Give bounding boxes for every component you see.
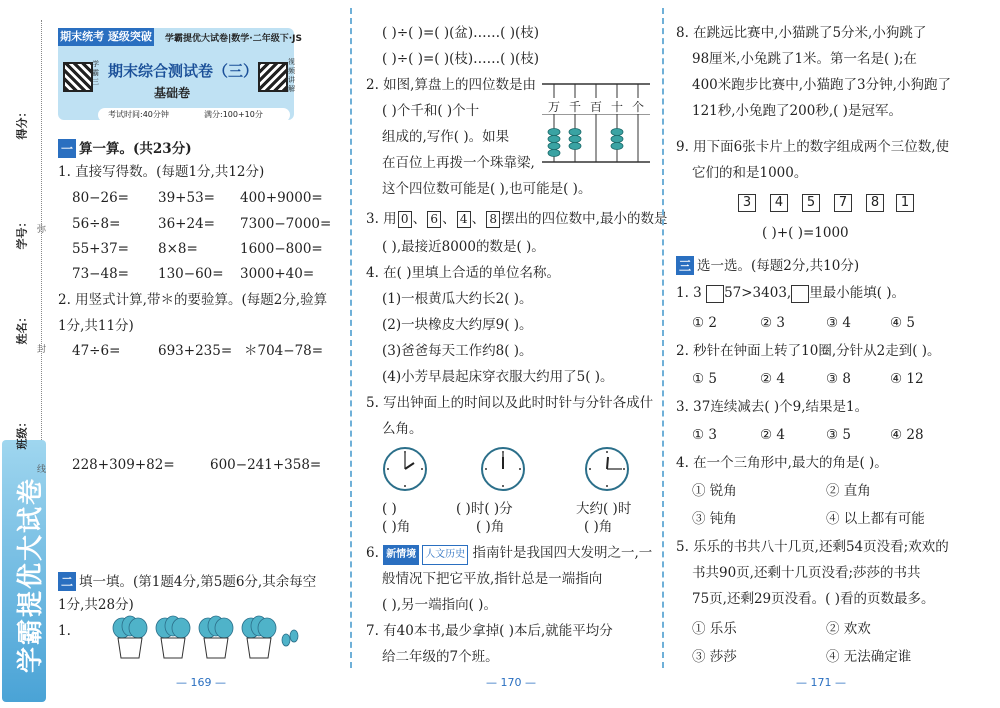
q9-line2: 它们的和是1000。	[692, 165, 808, 181]
q6-line2: 般情况下把它平放,指针总是一端指向	[382, 571, 603, 587]
number-card: 3	[738, 194, 756, 212]
q6-text: 指南针是我国四大发明之一,一	[472, 545, 653, 561]
section-2-title: 填一填。(第1题4分,第5题6分,其余每空	[79, 574, 317, 590]
option[interactable]: ③ 5	[826, 427, 851, 443]
option[interactable]: ① 锐角	[692, 483, 737, 499]
option[interactable]: ① 3	[692, 427, 717, 443]
id-label: 学号：	[15, 216, 29, 250]
time-info: 考试时间:40分钟	[108, 110, 169, 119]
clock-icon	[382, 446, 428, 492]
blank-box	[791, 285, 809, 303]
cut-line	[41, 20, 42, 440]
section-3-title: 选一选。(每题2分,共10分)	[697, 258, 860, 274]
choice-5-line: 书共90页,还剩十几页没看;莎莎的书共	[692, 565, 921, 581]
number-card: 8	[866, 194, 884, 212]
abacus-label: 百	[590, 100, 603, 114]
option[interactable]: ② 直角	[826, 483, 871, 499]
clock-answer-row1: ( )	[382, 501, 397, 517]
column-divider	[350, 8, 352, 668]
q6-line1	[366, 544, 652, 565]
option[interactable]: ③ 8	[826, 371, 851, 387]
option[interactable]: ① 5	[692, 371, 717, 387]
digit-card: 0	[398, 211, 412, 228]
cut-mark-2: 封	[37, 345, 47, 355]
q6-line3: ( ),另一端指向( )。	[382, 597, 497, 613]
q4-item: (1)一根黄瓜大约长2( )。	[382, 291, 533, 307]
digit-card: 8	[486, 211, 500, 228]
choice-4: 4. 在一个三角形中,最大的角是( )。	[676, 455, 888, 471]
abacus-label: 千	[569, 100, 582, 114]
q7-line2: 给二年级的7个班。	[382, 649, 499, 665]
abacus-label-row	[542, 98, 650, 114]
digit-card: 6	[427, 211, 441, 228]
q2-text-line1: 2. 用竖式计算,带＊的要验算。(每题2分,验算	[58, 292, 328, 308]
qr-right-caption: 视频讲解	[288, 58, 295, 93]
vertical-calc: 600−241+358=	[210, 457, 322, 473]
clock-answer-row1: 大约( )时	[576, 501, 632, 517]
page-number-169: — 169 —	[176, 676, 226, 689]
section-3-number: 三	[676, 256, 694, 275]
vertical-calc: 47÷6=	[72, 343, 121, 359]
clock-answer-row2: ( )角	[476, 519, 505, 535]
q4-item: (3)爸爸每天工作约8( )。	[382, 343, 533, 359]
column-divider	[662, 8, 664, 668]
q3-prefix: 3. 用	[366, 211, 397, 227]
option[interactable]: ① 2	[692, 315, 717, 331]
q5-line1: 5. 写出钟面上的时间以及此时时针与分针各成什	[366, 395, 654, 411]
clock-answer-row2: ( )角	[584, 519, 613, 535]
abacus-label: 万	[548, 100, 561, 114]
q9-equation: ( )+( )=1000	[762, 225, 849, 241]
clock-answer-row2: ( )角	[382, 519, 411, 535]
calc-item: 55+37=	[72, 241, 129, 257]
qr-code-right	[258, 62, 288, 92]
q1-text: 1. 直接写得数。(每题1分,共12分)	[58, 164, 265, 180]
abacus-illustration	[540, 80, 652, 166]
q3-line1: 3. 用 0 、 6 、 4 、 8 摆出的四位数中,最小的数是	[366, 211, 668, 227]
fill-q1-number: 1.	[58, 623, 71, 639]
option[interactable]: ② 4	[760, 427, 785, 443]
score-label: 得分：	[15, 106, 29, 140]
calc-item: 80−26=	[72, 190, 129, 206]
option[interactable]: ④ 无法确定谁	[826, 649, 912, 665]
choice-5-line: 5. 乐乐的书共八十几页,还剩54页没看;欢欢的	[676, 539, 949, 555]
qr-left-caption: 学霸三	[92, 60, 99, 86]
q4-item: (4)小芳早晨起床穿衣服大约用了5( )。	[382, 369, 614, 385]
q8-line: 98厘米,小兔跳了1米。第一名是( );在	[692, 51, 917, 67]
number-card: 1	[896, 194, 914, 212]
page-subtitle: 基础卷	[154, 86, 191, 100]
q8-line: 121秒,小兔跑了200秒,( )是冠军。	[692, 103, 902, 119]
vertical-calc: 693+235=	[158, 343, 233, 359]
abacus-label: 个	[632, 100, 645, 114]
division-line-1: ( )÷( )=( )(盆)……( )(枝)	[382, 25, 539, 41]
q2-line5: 这个四位数可能是( ),也可能是( )。	[382, 181, 592, 197]
option[interactable]: ④ 以上都有可能	[826, 511, 925, 527]
section-1-heading	[58, 137, 192, 158]
calc-item: 1600−800=	[240, 241, 323, 257]
page-number-171: — 171 —	[796, 676, 846, 689]
calc-item: 73−48=	[72, 266, 129, 282]
choice-1-a: 1. 3	[676, 285, 702, 301]
q2-text-line2: 1分,共11分)	[58, 318, 134, 334]
page-title: 期末综合测试卷（三）	[108, 62, 259, 80]
calc-item: 8×8=	[158, 241, 198, 257]
option[interactable]: ③ 钝角	[692, 511, 737, 527]
binding-sidebar	[0, 0, 50, 708]
clock-icon	[480, 446, 526, 492]
section-1-title: 算一算。(共23分)	[79, 141, 192, 157]
section-2-line2: 1分,共28分)	[58, 597, 134, 613]
page-number-170: — 170 —	[486, 676, 536, 689]
q8-line: 400米跑步比赛中,小猫跑了3分钟,小狗跑了	[692, 77, 951, 93]
cut-mark-1: 弥	[37, 225, 47, 235]
option[interactable]: ③ 4	[826, 315, 851, 331]
header-tag: 期末统考 逐级突破	[58, 28, 154, 46]
choice-1-c: 里最小能填( )。	[809, 285, 906, 301]
clock-icon	[584, 446, 630, 492]
choice-1-b: 57>3403,	[724, 285, 792, 301]
option[interactable]: ④ 28	[890, 427, 924, 443]
blank-box	[706, 285, 724, 303]
option[interactable]: ① 乐乐	[692, 621, 737, 637]
name-label: 姓名：	[15, 311, 29, 345]
abacus-label: 十	[611, 100, 624, 114]
calc-item: 7300−7000=	[240, 216, 332, 232]
flower-pots-illustration	[108, 614, 338, 660]
calc-item: 39+53=	[158, 190, 215, 206]
choice-3: 3. 37连续减去( )个9,结果是1。	[676, 399, 869, 415]
new-context-tag: 新情境	[383, 545, 419, 565]
calc-item: 3000+40=	[240, 266, 315, 282]
choice-1	[676, 284, 905, 303]
option[interactable]: ④ 5	[890, 315, 915, 331]
number-card: 7	[834, 194, 852, 212]
q9-line1: 9. 用下面6张卡片上的数字组成两个三位数,使	[676, 139, 950, 155]
option[interactable]: ② 3	[760, 315, 785, 331]
q3-line2: ( ),最接近8000的数是( )。	[382, 239, 545, 255]
book-name: 学霸提优大试卷|数学·二年级下·JS	[165, 34, 302, 44]
option[interactable]: ④ 12	[890, 371, 924, 387]
calc-item: 400+9000=	[240, 190, 323, 206]
q7-line1: 7. 有40本书,最少拿掉( )本后,就能平均分	[366, 623, 613, 639]
clock-answer-row1: ( )时( )分	[456, 501, 513, 517]
q8-line: 8. 在跳远比赛中,小猫跳了5分米,小狗跳了	[676, 25, 927, 41]
section-1-number: 一	[58, 139, 76, 158]
calc-item: 56÷8=	[72, 216, 121, 232]
section-2-number: 二	[58, 572, 76, 591]
number-card: 4	[770, 194, 788, 212]
calc-item: 36+24=	[158, 216, 215, 232]
culture-history-tag: 人文历史	[422, 545, 468, 565]
vertical-calc: 228+309+82=	[72, 457, 175, 473]
section-2-heading	[58, 570, 316, 591]
q4-item: (2)一块橡皮大约厚9( )。	[382, 317, 533, 333]
flower-pot-icon	[108, 614, 338, 660]
q2-line3: 组成的,写作( )。如果	[382, 129, 510, 145]
q2-line2: ( )个千和( )个十	[382, 103, 480, 119]
option[interactable]: ② 4	[760, 371, 785, 387]
section-3-heading	[676, 254, 859, 275]
score-info: 满分:100+10分	[204, 110, 263, 119]
qr-code-left	[63, 62, 93, 92]
choice-5-line: 75页,还剩29页没看。( )看的页数最多。	[692, 591, 935, 607]
class-label: 班级：	[15, 416, 29, 450]
vertical-calc: ＊704−78=	[244, 343, 324, 359]
q6-number: 6.	[366, 545, 379, 561]
q3-suffix: 摆出的四位数中,最小的数是	[501, 211, 668, 227]
q2-line4: 在百位上再拨一个珠靠梁,	[382, 155, 535, 171]
digit-card: 4	[457, 211, 471, 228]
option[interactable]: ③ 莎莎	[692, 649, 737, 665]
calc-item: 130−60=	[158, 266, 224, 282]
option[interactable]: ② 欢欢	[826, 621, 871, 637]
brand-text: 学霸提优大试卷	[16, 477, 46, 674]
number-card: 5	[802, 194, 820, 212]
q5-line2: 么角。	[382, 421, 423, 437]
cut-mark-3: 线	[37, 465, 47, 475]
choice-2: 2. 秒针在钟面上转了10圈,分针从2走到( )。	[676, 343, 941, 359]
q4-text: 4. 在( )里填上合适的单位名称。	[366, 265, 560, 281]
q2-line1: 2. 如图,算盘上的四位数是由	[366, 77, 536, 93]
division-line-2: ( )÷( )=( )(枝)……( )(枝)	[382, 51, 539, 67]
abacus-frame	[540, 80, 652, 166]
